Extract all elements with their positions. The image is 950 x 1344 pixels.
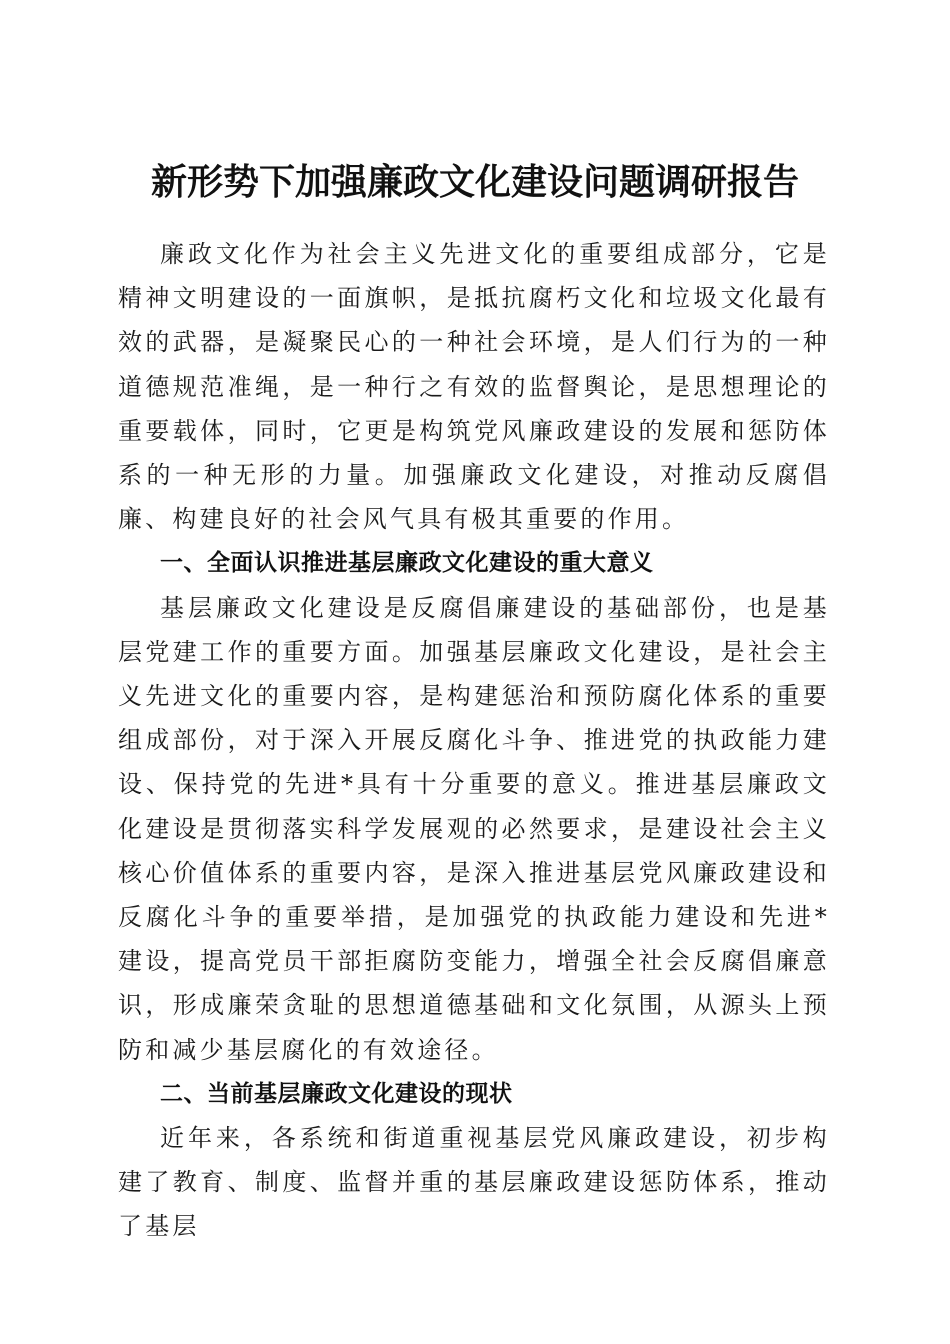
- intro-paragraph: 廉政文化作为社会主义先进文化的重要组成部分，它是精神文明建设的一面旗帜，是抵抗腐朽文化和垃圾文化最有效的武器，是凝聚民心的一种社会环境，是人们行为的一种道德规范准绳，是一种行之有效的监督舆论，是思想理论的重要载体，同时，它更是构筑党风廉政建设的发展和惩防体系的一种无形的力量。加强廉政文化建设，对推动反腐倡廉、构建良好的社会风气具有极其重要的作用。: [118, 240, 830, 534]
- section-paragraph-1: 基层廉政文化建设是反腐倡廉建设的基础部份，也是基层党建工作的重要方面。加强基层廉政文化建设，是社会主义先进文化的重要内容，是构建惩治和预防腐化体系的重要组成部份，对于深入开展反腐化斗争、推进党的执政能力建设、保持党的先进*具有十分重要的意义。推进基层廉政文化建设是贯彻落实科学发展观的必然要求，是建设社会主义核心价值体系的重要内容，是深入推进基层党风廉政建设和反腐化斗争的重要举措，是加强党的执政能力建设和先进*建设，提高党员干部拒腐防变能力，增强全社会反腐倡廉意识，形成廉荣贪耻的思想道德基础和文化氛围，从源头上预防和减少基层腐化的有效途径。: [118, 593, 830, 1064]
- section-heading-2: 二、当前基层廉政文化建设的现状: [160, 1080, 513, 1107]
- section-heading-1: 一、全面认识推进基层廉政文化建设的重大意义: [160, 550, 654, 577]
- section-paragraph-2: 近年来，各系统和街道重视基层党风廉政建设，初步构建了教育、制度、监督并重的基层廉政建设惩防体系，推动了基层: [118, 1124, 830, 1241]
- document-body: [118, 232, 830, 1249]
- document-title: 新形势下加强廉政文化建设问题调研报告: [150, 161, 799, 204]
